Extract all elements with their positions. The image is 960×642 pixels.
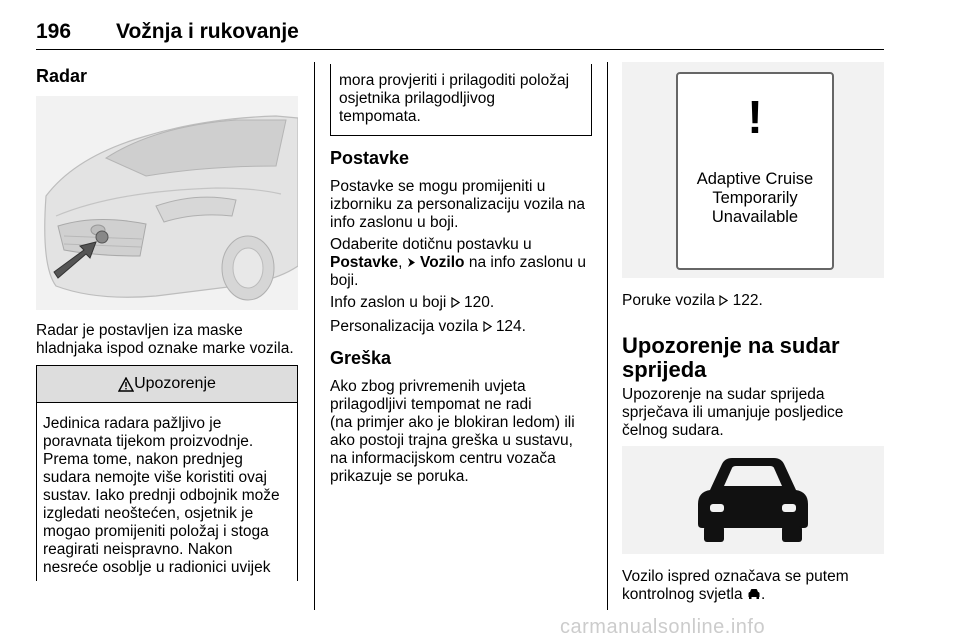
text-line: boji. <box>330 272 359 289</box>
text-run: . <box>760 586 766 603</box>
display-message <box>678 170 832 227</box>
display-exclamation: ! <box>747 91 763 143</box>
text-run: kontrolnog svjetla <box>622 586 743 603</box>
menu-arrow-icon <box>407 257 416 268</box>
text-run: na info zaslonu u <box>464 254 587 271</box>
warning-box <box>36 365 298 581</box>
warning-line: mogao promijeniti položaj i stoga <box>43 523 269 540</box>
warning-line: nesreće osoblje u radionici uvijek <box>43 559 271 576</box>
page-number: 196 <box>36 20 72 43</box>
text-line <box>622 586 884 604</box>
menu-path-postavke: Postavke <box>330 254 399 271</box>
warning-line: mora provjeriti i prilagoditi položaj <box>339 72 570 89</box>
ref-text: Info zaslon u boji <box>330 294 447 311</box>
collision-intro <box>622 386 884 440</box>
ref-page[interactable]: 120. <box>463 294 495 311</box>
text-line <box>330 254 605 272</box>
car-indicator-panel <box>622 446 884 554</box>
section-title-settings: Postavke <box>330 148 410 168</box>
car-radar-illustration <box>36 96 298 310</box>
section-title-fault: Greška <box>330 348 392 368</box>
settings-paragraph-2 <box>330 236 605 290</box>
warning-line: Jedinica radara pažljivo je <box>43 415 222 432</box>
radar-caption-line: Radar je postavljen iza maske <box>36 322 243 339</box>
warning-line: poravnata tijekom proizvodnje. <box>43 433 254 450</box>
ref-triangle-icon <box>719 295 728 306</box>
column-divider-2 <box>607 62 608 610</box>
ref-page[interactable]: 124. <box>495 318 526 335</box>
radar-caption-line: hladnjaka ispod oznake marke vozila. <box>36 340 294 357</box>
title-line: sprijeda <box>622 357 707 382</box>
ref-triangle-icon <box>451 297 460 308</box>
text-line: Upozorenje na sudar sprijeda <box>622 386 825 403</box>
warning-continuation-box <box>330 64 592 136</box>
radar-caption <box>36 322 306 358</box>
car-front-icon <box>622 446 884 554</box>
text-line: Odaberite dotičnu postavku u <box>330 236 532 253</box>
warning-line: Prema tome, nakon prednjeg <box>43 451 243 468</box>
text-line: sprječava ili umanjuje posljedice <box>622 404 844 421</box>
car-front-icon <box>747 588 761 600</box>
watermark: carmanualsonline.info <box>560 616 766 638</box>
title-line: Upozorenje na sudar <box>622 333 840 358</box>
warning-header <box>37 366 297 403</box>
warning-line: tempomata. <box>339 108 421 125</box>
ref-triangle-icon <box>483 321 492 332</box>
text-line: prikazuje se poruka. <box>330 468 469 485</box>
warning-line: sudara nemojte više koristiti ovaj <box>43 469 267 486</box>
text-line: (na primjer ako je blokiran ledom) ili <box>330 414 575 431</box>
text-line: prilagodljivi tempomat ne radi <box>330 396 532 413</box>
warning-line: reagirati neispravno. Nakon <box>43 541 233 558</box>
display-line: Adaptive Cruise <box>696 170 814 188</box>
ref-text: Personalizacija vozila <box>330 318 479 335</box>
text-line: na informacijskom centru vozača <box>330 450 556 467</box>
driver-info-display <box>676 72 834 270</box>
warning-text <box>37 403 297 577</box>
section-title-collision-warning <box>622 334 884 382</box>
text-line: Ako zbog privremenih uvjeta <box>330 378 526 395</box>
column-divider-1 <box>314 62 315 610</box>
warning-line: osjetnika prilagodljivog <box>339 90 495 107</box>
text-line: izborniku za personalizaciju vozila na <box>330 196 586 213</box>
text-line: Vozilo ispred označava se putem <box>622 568 849 585</box>
fault-paragraph <box>330 378 605 486</box>
warning-line: sustav. Iako prednji odbojnik može <box>43 487 280 504</box>
text-line: info zaslonu u boji. <box>330 214 459 231</box>
menu-path-vozilo: Vozilo <box>420 254 465 271</box>
ref-text: Poruke vozila <box>622 292 716 309</box>
ref-personalization <box>330 318 526 336</box>
warning-triangle-icon <box>118 377 134 392</box>
display-line: Temporarily <box>712 189 798 207</box>
car-front-illustration <box>36 96 298 310</box>
settings-paragraph-1 <box>330 178 605 232</box>
ref-info-display <box>330 294 494 312</box>
warning-line: izgledati neoštećen, osjetnik je <box>43 505 254 522</box>
header-rule <box>36 49 884 50</box>
ref-vehicle-messages <box>622 292 763 310</box>
warning-heading: Upozorenje <box>134 375 216 392</box>
separator: , <box>398 254 407 271</box>
text-line: ako postoji trajna greška u sustavu, <box>330 432 573 449</box>
ref-page[interactable]: 122. <box>732 292 763 309</box>
text-line: Postavke se mogu promijeniti u <box>330 178 546 195</box>
section-title-radar: Radar <box>36 66 88 86</box>
collision-indicator-text <box>622 568 884 604</box>
display-line: Unavailable <box>711 208 799 226</box>
text-line: čelnog sudara. <box>622 422 724 439</box>
chapter-title: Vožnja i rukovanje <box>116 20 299 43</box>
